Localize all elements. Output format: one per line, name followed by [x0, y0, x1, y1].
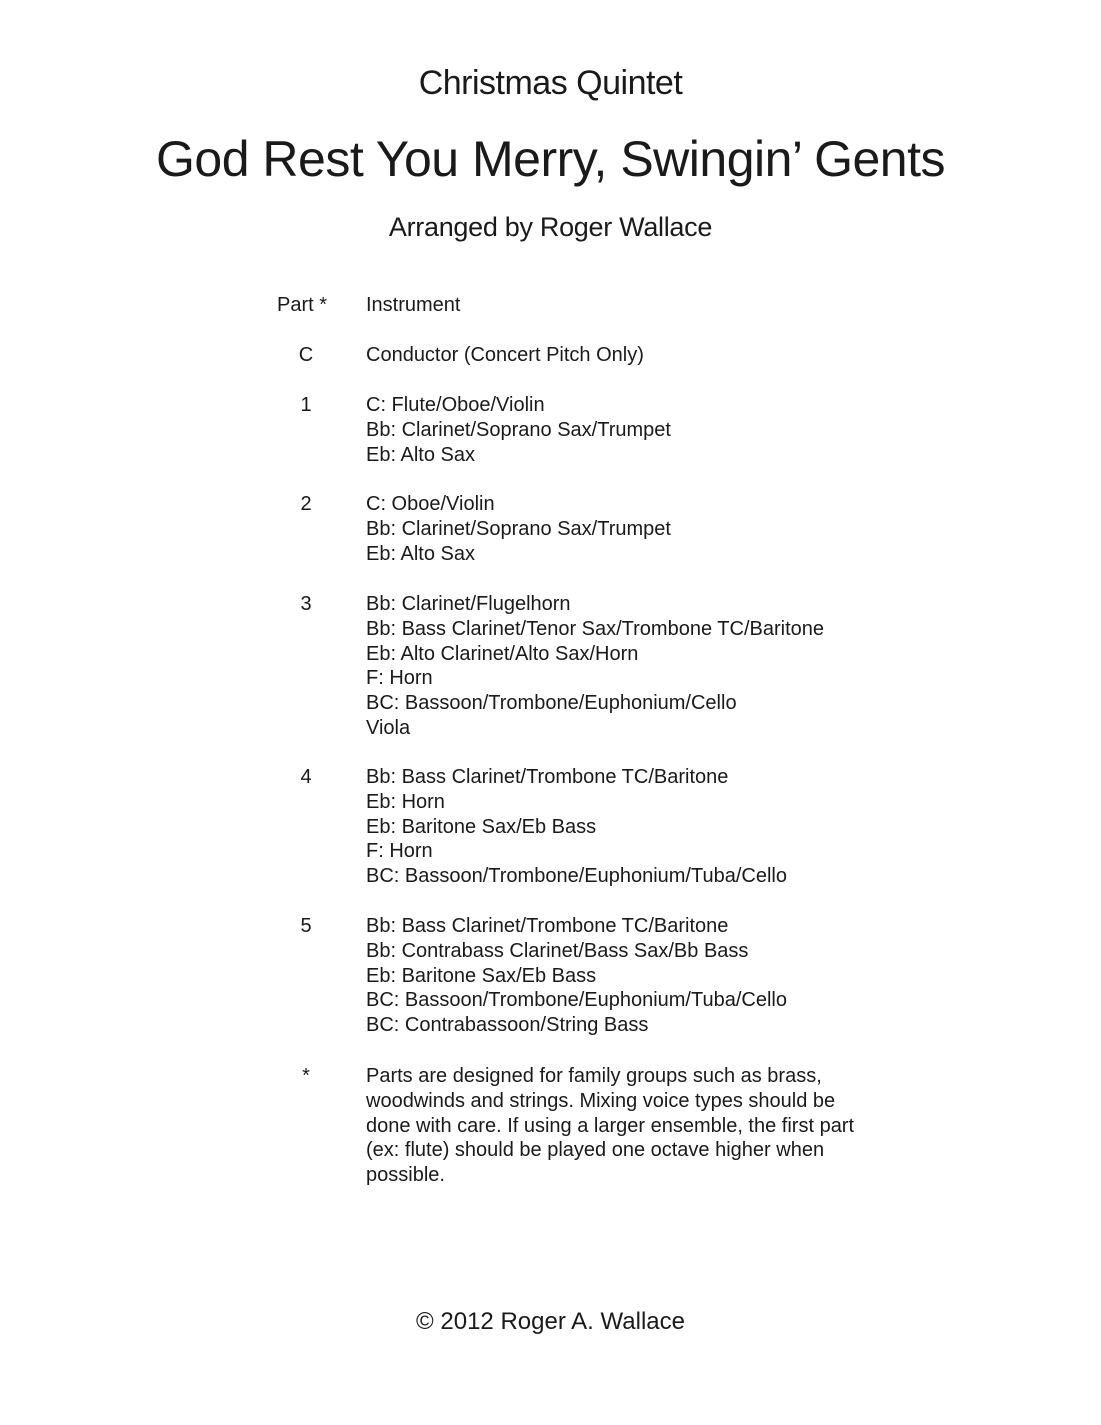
- instrument-list: [366, 914, 787, 1038]
- page-title: God Rest You Merry, Swingin’ Gents: [156, 131, 945, 187]
- footnote-text: [366, 1064, 896, 1188]
- instrument-item: Bb: Contrabass Clarinet/Bass Sax/Bb Bass: [366, 939, 749, 962]
- arranger-credit: Arranged by Roger Wallace: [388, 212, 713, 242]
- footnote-line: Parts are designed for family groups such as brass,: [366, 1065, 822, 1087]
- part-label: 4: [300, 766, 312, 788]
- instrument-item: C: Flute/Oboe/Violin: [366, 394, 545, 416]
- footnote-line: done with care. If using a larger ensemble, the first part: [366, 1114, 855, 1137]
- part-label: C: [298, 344, 314, 366]
- part-column-header: Part *: [277, 294, 328, 316]
- instrument-column-header: Instrument: [366, 294, 461, 316]
- instrument-item: Conductor (Concert Pitch Only): [366, 344, 644, 366]
- instrument-item: Eb: Baritone Sax/Eb Bass: [366, 815, 597, 838]
- instrument-item: BC: Bassoon/Trombone/Euphonium/Tuba/Cello: [366, 865, 787, 888]
- instrument-list: [366, 393, 671, 467]
- instrument-list: [366, 592, 824, 741]
- instrument-item: Bb: Bass Clarinet/Tenor Sax/Trombone TC/Baritone: [366, 617, 824, 640]
- instrument-item: Eb: Alto Clarinet/Alto Sax/Horn: [366, 642, 639, 665]
- instrument-list: [366, 343, 644, 368]
- instrument-item: Eb: Baritone Sax/Eb Bass: [366, 964, 597, 987]
- footnote-marker: *: [302, 1065, 310, 1087]
- instrument-item: F: Horn: [366, 840, 433, 863]
- instrument-item: Bb: Clarinet/Flugelhorn: [366, 593, 571, 615]
- part-label: 3: [300, 593, 312, 615]
- instrument-item: F: Horn: [366, 667, 433, 690]
- footnote-line: woodwinds and strings. Mixing voice types should be: [366, 1089, 836, 1112]
- instrument-item: Bb: Bass Clarinet/Trombone TC/Baritone: [366, 915, 729, 937]
- part-label: 2: [300, 493, 312, 515]
- instrument-item: BC: Bassoon/Trombone/Euphonium/Tuba/Cello: [366, 989, 787, 1012]
- footnote-line: (ex: flute) should be played one octave higher when: [366, 1139, 825, 1162]
- instrument-item: Eb: Alto Sax: [366, 443, 475, 466]
- instrument-list: [366, 492, 671, 566]
- instrument-item: Bb: Bass Clarinet/Trombone TC/Baritone: [366, 766, 729, 788]
- instrument-item: C: Oboe/Violin: [366, 493, 495, 515]
- instrument-item: Eb: Horn: [366, 790, 445, 813]
- instrument-item: BC: Contrabassoon/String Bass: [366, 1014, 649, 1037]
- part-label: 5: [300, 915, 312, 937]
- series-title: Christmas Quintet: [418, 64, 683, 102]
- instrument-list: [366, 765, 787, 889]
- instrument-item: Eb: Alto Sax: [366, 542, 475, 565]
- instrument-item: Bb: Clarinet/Soprano Sax/Trumpet: [366, 517, 671, 540]
- instrument-item: Bb: Clarinet/Soprano Sax/Trumpet: [366, 418, 671, 441]
- instrument-item: Viola: [366, 716, 411, 739]
- instrument-item: BC: Bassoon/Trombone/Euphonium/Cello: [366, 692, 737, 715]
- footnote-line: possible.: [366, 1164, 445, 1187]
- part-label: 1: [300, 394, 312, 416]
- copyright-notice: © 2012 Roger A. Wallace: [416, 1308, 685, 1335]
